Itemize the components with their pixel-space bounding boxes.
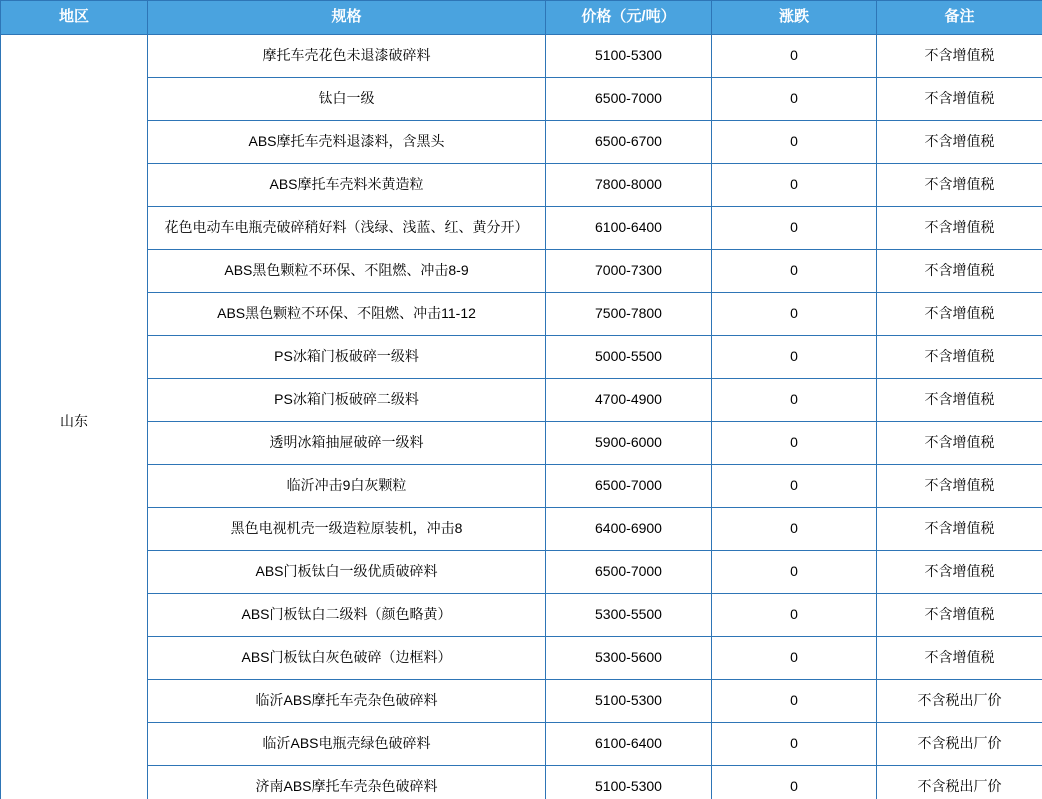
header-change: 涨跌 bbox=[712, 1, 877, 35]
note-cell: 不含增值税 bbox=[877, 422, 1042, 465]
table-row bbox=[1, 35, 1042, 78]
spec-cell: ABS门板钛白一级优质破碎料 bbox=[148, 551, 546, 594]
table-row bbox=[1, 680, 1042, 723]
table-row bbox=[1, 336, 1042, 379]
note-cell: 不含税出厂价 bbox=[877, 680, 1042, 723]
spec-cell: ABS门板钛白二级料（颜色略黄） bbox=[148, 594, 546, 637]
table-row bbox=[1, 250, 1042, 293]
spec-cell: 临沂冲击9白灰颗粒 bbox=[148, 465, 546, 508]
spec-cell: PS冰箱门板破碎一级料 bbox=[148, 336, 546, 379]
change-cell: 0 bbox=[712, 164, 877, 207]
price-cell: 6500-7000 bbox=[546, 78, 712, 121]
change-cell: 0 bbox=[712, 551, 877, 594]
change-cell: 0 bbox=[712, 508, 877, 551]
table-row bbox=[1, 422, 1042, 465]
note-cell: 不含增值税 bbox=[877, 121, 1042, 164]
spec-cell: 临沂ABS摩托车壳杂色破碎料 bbox=[148, 680, 546, 723]
price-cell: 5100-5300 bbox=[546, 680, 712, 723]
table-header bbox=[1, 1, 1042, 35]
table-row bbox=[1, 164, 1042, 207]
change-cell: 0 bbox=[712, 293, 877, 336]
note-cell: 不含税出厂价 bbox=[877, 723, 1042, 766]
header-note: 备注 bbox=[877, 1, 1042, 35]
price-cell: 6500-6700 bbox=[546, 121, 712, 164]
price-cell: 6500-7000 bbox=[546, 551, 712, 594]
change-cell: 0 bbox=[712, 637, 877, 680]
spec-cell: 透明冰箱抽屉破碎一级料 bbox=[148, 422, 546, 465]
note-cell: 不含增值税 bbox=[877, 336, 1042, 379]
spec-cell: 钛白一级 bbox=[148, 78, 546, 121]
price-cell: 5300-5500 bbox=[546, 594, 712, 637]
change-cell: 0 bbox=[712, 422, 877, 465]
change-cell: 0 bbox=[712, 465, 877, 508]
spec-cell: 花色电动车电瓶壳破碎稍好料（浅绿、浅蓝、红、黄分开） bbox=[148, 207, 546, 250]
spec-cell: ABS黑色颗粒不环保、不阻燃、冲击11-12 bbox=[148, 293, 546, 336]
header-region: 地区 bbox=[1, 1, 148, 35]
change-cell: 0 bbox=[712, 78, 877, 121]
price-cell: 5100-5300 bbox=[546, 766, 712, 799]
price-cell: 4700-4900 bbox=[546, 379, 712, 422]
price-cell: 5100-5300 bbox=[546, 35, 712, 78]
spec-cell: 临沂ABS电瓶壳绿色破碎料 bbox=[148, 723, 546, 766]
header-price: 价格（元/吨） bbox=[546, 1, 712, 35]
price-cell: 7800-8000 bbox=[546, 164, 712, 207]
table-row bbox=[1, 207, 1042, 250]
table-row bbox=[1, 121, 1042, 164]
spec-cell: 摩托车壳花色未退漆破碎料 bbox=[148, 35, 546, 78]
header-spec: 规格 bbox=[148, 1, 546, 35]
table-row bbox=[1, 508, 1042, 551]
table-row bbox=[1, 465, 1042, 508]
change-cell: 0 bbox=[712, 207, 877, 250]
note-cell: 不含增值税 bbox=[877, 207, 1042, 250]
spec-cell: ABS摩托车壳料退漆料，含黑头 bbox=[148, 121, 546, 164]
note-cell: 不含增值税 bbox=[877, 164, 1042, 207]
header-row bbox=[1, 1, 1042, 35]
change-cell: 0 bbox=[712, 250, 877, 293]
change-cell: 0 bbox=[712, 121, 877, 164]
table-row bbox=[1, 293, 1042, 336]
note-cell: 不含增值税 bbox=[877, 465, 1042, 508]
price-cell: 6400-6900 bbox=[546, 508, 712, 551]
change-cell: 0 bbox=[712, 336, 877, 379]
change-cell: 0 bbox=[712, 379, 877, 422]
price-cell: 6100-6400 bbox=[546, 207, 712, 250]
price-cell: 6100-6400 bbox=[546, 723, 712, 766]
change-cell: 0 bbox=[712, 766, 877, 799]
table-row bbox=[1, 78, 1042, 121]
table-row bbox=[1, 766, 1042, 799]
price-cell: 7500-7800 bbox=[546, 293, 712, 336]
change-cell: 0 bbox=[712, 35, 877, 78]
spec-cell: 黑色电视机壳一级造粒原装机，冲击8 bbox=[148, 508, 546, 551]
change-cell: 0 bbox=[712, 723, 877, 766]
price-cell: 5000-5500 bbox=[546, 336, 712, 379]
table-row bbox=[1, 723, 1042, 766]
note-cell: 不含增值税 bbox=[877, 78, 1042, 121]
price-cell: 5900-6000 bbox=[546, 422, 712, 465]
spec-cell: PS冰箱门板破碎二级料 bbox=[148, 379, 546, 422]
note-cell: 不含增值税 bbox=[877, 35, 1042, 78]
spec-cell: ABS摩托车壳料米黄造粒 bbox=[148, 164, 546, 207]
change-cell: 0 bbox=[712, 594, 877, 637]
table-row bbox=[1, 637, 1042, 680]
spec-cell: 济南ABS摩托车壳杂色破碎料 bbox=[148, 766, 546, 799]
spec-cell: ABS黑色颗粒不环保、不阻燃、冲击8-9 bbox=[148, 250, 546, 293]
change-cell: 0 bbox=[712, 680, 877, 723]
note-cell: 不含增值税 bbox=[877, 379, 1042, 422]
note-cell: 不含增值税 bbox=[877, 551, 1042, 594]
table-row bbox=[1, 379, 1042, 422]
note-cell: 不含增值税 bbox=[877, 250, 1042, 293]
price-cell: 6500-7000 bbox=[546, 465, 712, 508]
table-row bbox=[1, 551, 1042, 594]
note-cell: 不含增值税 bbox=[877, 293, 1042, 336]
note-cell: 不含增值税 bbox=[877, 508, 1042, 551]
table-row bbox=[1, 594, 1042, 637]
note-cell: 不含增值税 bbox=[877, 594, 1042, 637]
region-cell: 山东 bbox=[1, 35, 148, 799]
note-cell: 不含税出厂价 bbox=[877, 766, 1042, 799]
table-body bbox=[1, 35, 1042, 799]
price-cell: 7000-7300 bbox=[546, 250, 712, 293]
price-cell: 5300-5600 bbox=[546, 637, 712, 680]
spec-cell: ABS门板钛白灰色破碎（边框料） bbox=[148, 637, 546, 680]
note-cell: 不含增值税 bbox=[877, 637, 1042, 680]
